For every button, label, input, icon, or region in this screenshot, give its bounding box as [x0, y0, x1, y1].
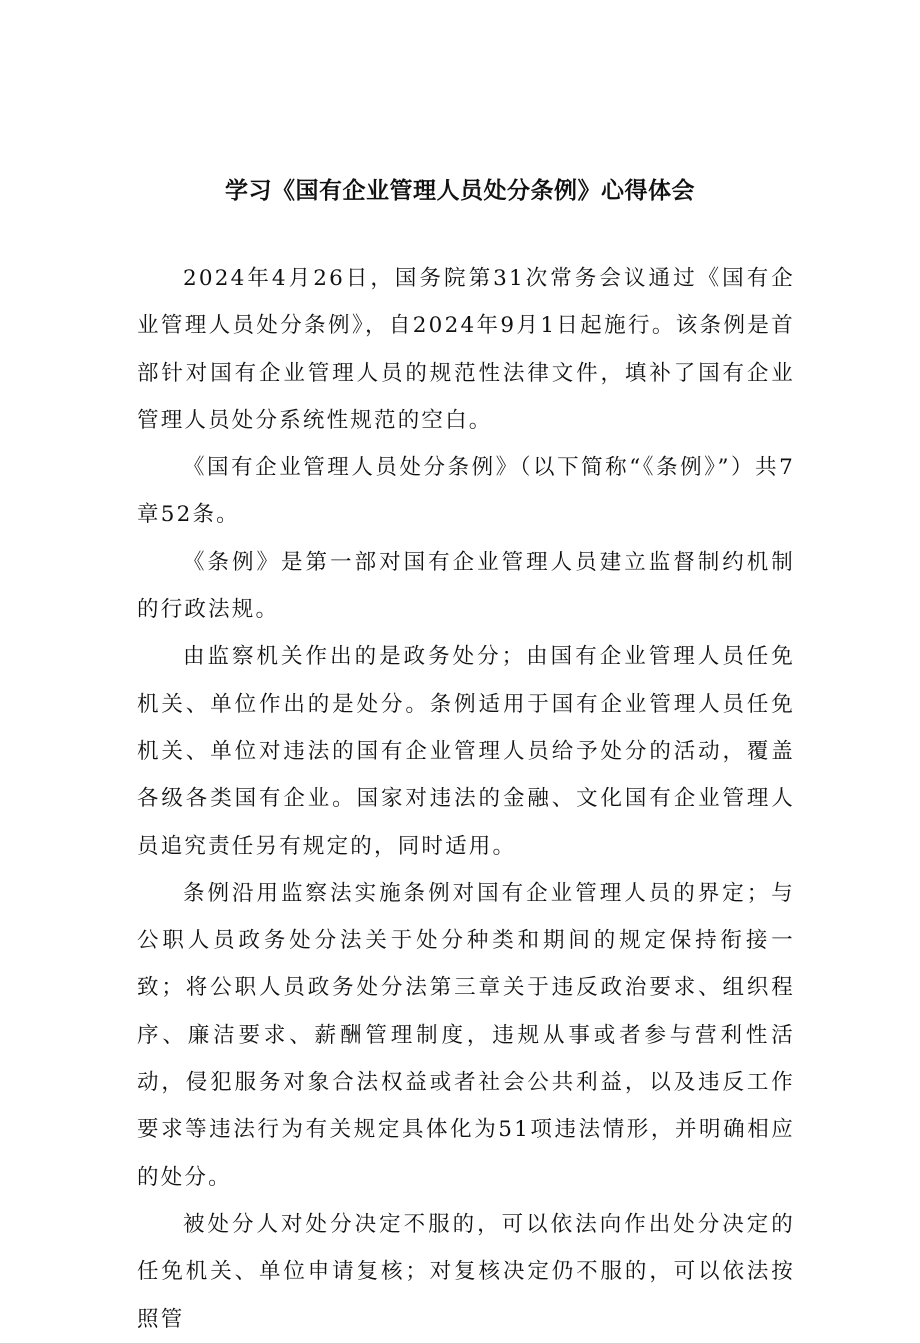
paragraph-4: 由监察机关作出的是政务处分；由国有企业管理人员任免机关、单位作出的是处分。条例适用于国有企业管理人员任免机关、单位对违法的国有企业管理人员给予处分的活动，覆盖各级各类国有企业。国家对违法的金融、文化国有企业管理人员追究责任另有规定的，同时适用。 [137, 644, 795, 859]
paragraph-2: 《国有企业管理人员处分条例》（以下简称“《条例》”）共7章52条。 [137, 455, 795, 528]
paragraph-3: 《条例》是第一部对国有企业管理人员建立监督制约机制的行政法规。 [137, 549, 795, 623]
document-body [137, 255, 795, 1343]
paragraph-1: 2024年4月26日，国务院第31次常务会议通过《国有企业管理人员处分条例》，自2024年9月1日起施行。该条例是首部针对国有企业管理人员的规范性法律文件，填补了国有企业管理人员处分系统性规范的空白。 [137, 266, 795, 433]
paragraph-5: 条例沿用监察法实施条例对国有企业管理人员的界定；与公职人员政务处分法关于处分种类和期间的规定保持衔接一致；将公职人员政务处分法第三章关于违反政治要求、组织程序、廉洁要求、薪酬管理制度，违规从事或者参与营利性活动，侵犯服务对象合法权益或者社会公共利益，以及违反工作要求等违法行为有关规定具体化为51项违法情形，并明确相应的处分。 [137, 880, 795, 1190]
paragraph-6: 被处分人对处分决定不服的，可以依法向作出处分决定的任免机关、单位申请复核；对复核决定仍不服的，可以依法按照管 [137, 1211, 795, 1332]
document-title: 学习《国有企业管理人员处分条例》心得体会 [225, 178, 695, 204]
